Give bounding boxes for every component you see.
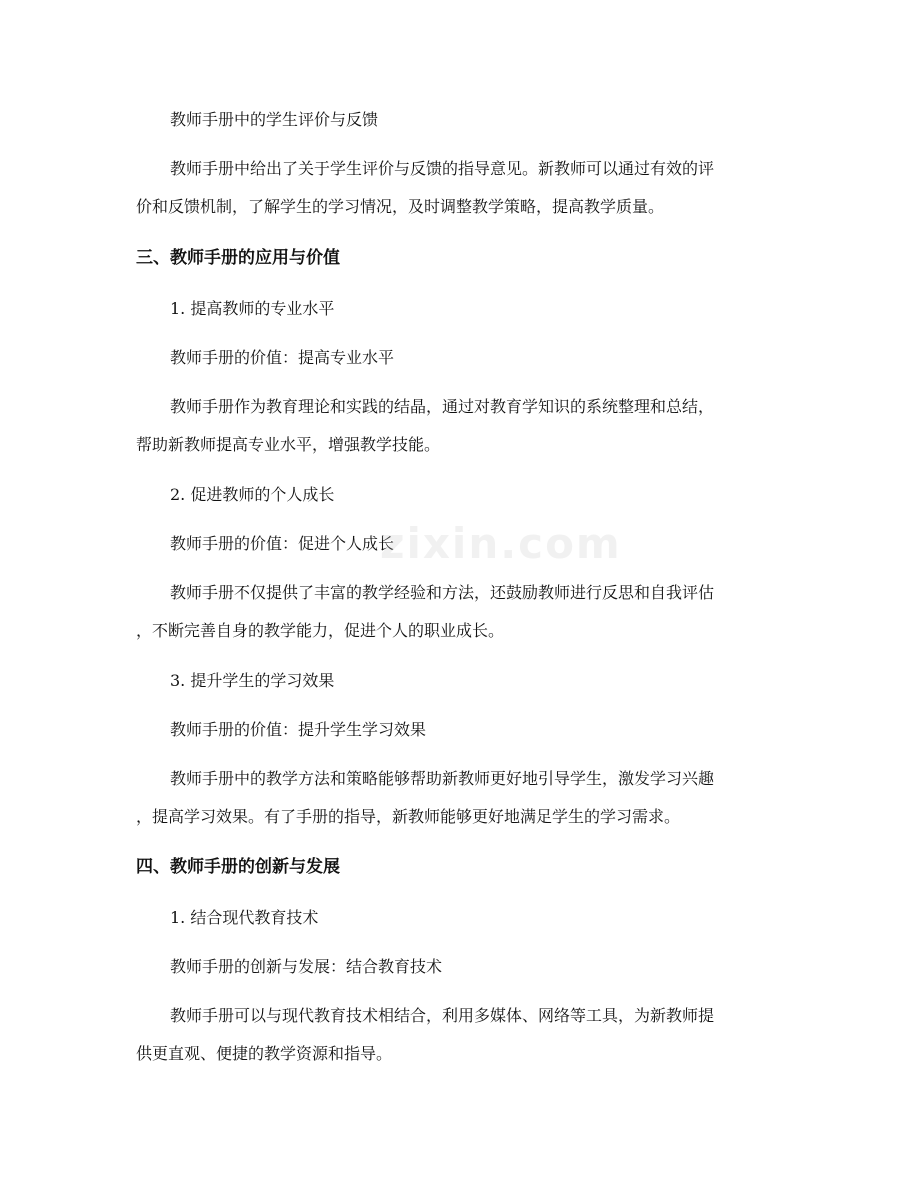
paragraph-line: 供更直观、便捷的教学资源和指导。 — [136, 1044, 393, 1063]
paragraph-line: 教师手册不仅提供了丰富的教学经验和方法，还鼓励教师进行反思和自我评估 — [170, 583, 715, 602]
paragraph-line: 价和反馈机制，了解学生的学习情况，及时调整教学策略，提高教学质量。 — [136, 197, 665, 216]
subheading-item-2: 2. 促进教师的个人成长 — [170, 485, 335, 504]
section-heading-4: 四、教师手册的创新与发展 — [136, 857, 340, 877]
subheading-student-evaluation: 教师手册中的学生评价与反馈 — [170, 110, 379, 129]
paragraph-line: 教师手册中的教学方法和策略能够帮助新教师更好地引导学生，激发学习兴趣 — [170, 769, 715, 788]
section-heading-3: 三、教师手册的应用与价值 — [136, 248, 340, 268]
watermark: zixin.com — [380, 519, 622, 568]
subheading-value-4: 教师手册的创新与发展：结合教育技术 — [170, 957, 443, 976]
subheading-value-1: 教师手册的价值：提高专业水平 — [170, 348, 395, 367]
paragraph-line: 教师手册中给出了关于学生评价与反馈的指导意见。新教师可以通过有效的评 — [170, 159, 715, 178]
subheading-item-1: 1. 提高教师的专业水平 — [170, 299, 335, 318]
subheading-item-4: 1. 结合现代教育技术 — [170, 908, 319, 927]
subheading-value-2: 教师手册的价值：促进个人成长 — [170, 534, 395, 553]
subheading-value-3: 教师手册的价值：提升学生学习效果 — [170, 720, 427, 739]
paragraph-line: ，提高学习效果。有了手册的指导，新教师能够更好地满足学生的学习需求。 — [136, 807, 681, 826]
paragraph-line: 教师手册作为教育理论和实践的结晶，通过对教育学知识的系统整理和总结， — [170, 397, 715, 416]
paragraph-line: 教师手册可以与现代教育技术相结合，利用多媒体、网络等工具，为新教师提 — [170, 1006, 715, 1025]
paragraph-line: 帮助新教师提高专业水平，增强教学技能。 — [136, 435, 441, 454]
subheading-item-3: 3. 提升学生的学习效果 — [170, 671, 335, 690]
paragraph-line: ，不断完善自身的教学能力，促进个人的职业成长。 — [136, 621, 505, 640]
